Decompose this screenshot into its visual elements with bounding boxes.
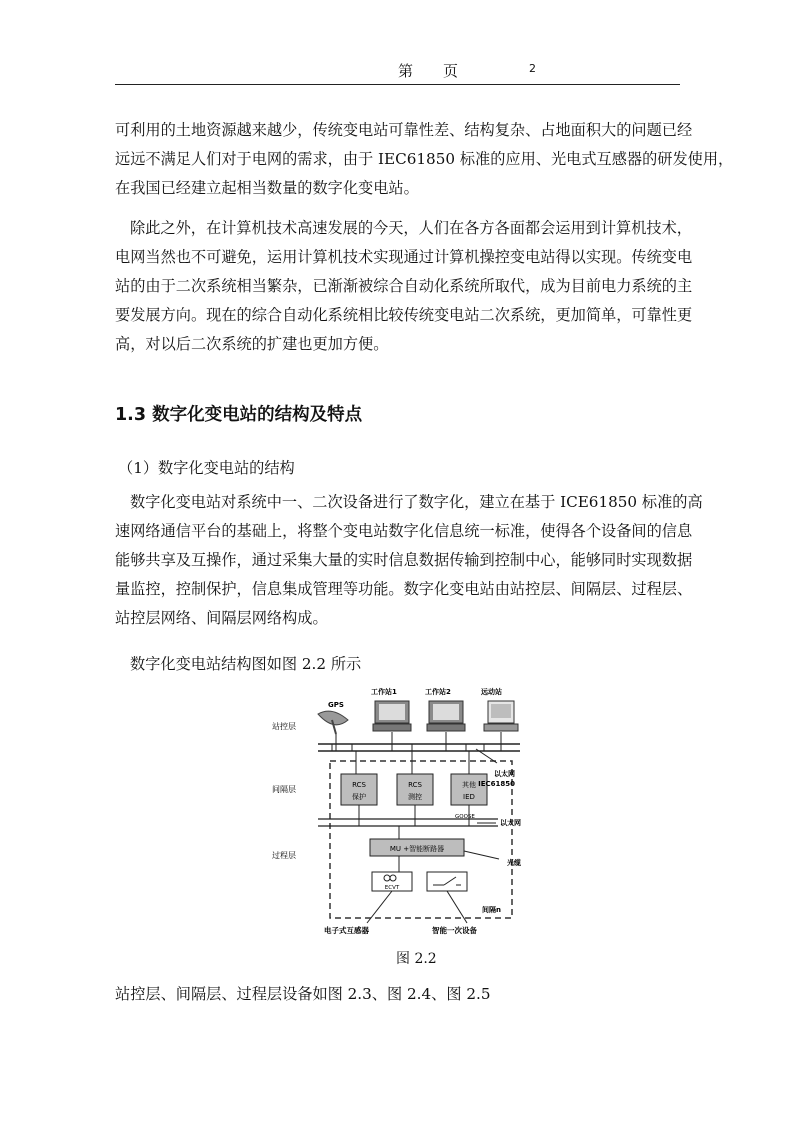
fiber-label: 光缆	[507, 859, 521, 867]
page-number: 2	[529, 62, 536, 75]
workstation-2-icon	[427, 701, 465, 731]
text-line: 远远不满足人们对于电网的需求，由于 IEC61850 标准的应用、光电式互感器的研发使用，	[115, 150, 734, 168]
workstation-2-label: 工作站2	[425, 688, 451, 696]
smart-primary-device-label: 智能一次设备	[432, 926, 477, 935]
layer-label-bay: 间隔层	[272, 785, 296, 794]
paragraph-4	[115, 650, 683, 679]
header-ye: 页	[443, 62, 459, 80]
ethernet-iec-label: IEC61850	[478, 780, 515, 788]
paragraph-3	[115, 488, 703, 633]
bay-device-line1: 其他	[462, 781, 476, 789]
text-line: 量监控，控制保护，信息集成管理等功能。数字化变电站由站控层、间隔层、过程层、	[115, 580, 693, 598]
bay-device-line1: RCS	[408, 781, 422, 789]
gps-dish-icon	[318, 711, 348, 734]
text-line: 在我国已经建立起相当数量的数字化变电站。	[115, 179, 419, 197]
header-di: 第	[398, 62, 414, 80]
text-line: 高，对以后二次系统的扩建也更加方便。	[115, 335, 389, 353]
bay-n-label: 间隔n	[482, 906, 501, 914]
rcs-protection-box	[341, 774, 377, 805]
text-line: 数字化变电站对系统中一、二次设备进行了数字化，建立在基于 ICE61850 标准的高	[130, 493, 703, 511]
ecvt-label: ECVT	[384, 885, 400, 891]
paragraph-1	[115, 116, 734, 203]
goose-label: GOOSE	[455, 814, 475, 820]
label-leader	[464, 851, 499, 859]
text-line: 能够共享及互操作，通过采集大量的实时信息数据传输到控制中心，能够同时实现数据	[115, 551, 693, 569]
text-line: 电网当然也不可避免，运用计算机技术实现通过计算机操控变电站得以实现。传统变电	[115, 248, 693, 266]
ethernet-iec-label: 以太网	[494, 770, 515, 778]
mu-smart-breaker-box	[370, 839, 464, 856]
gps-label: GPS	[328, 701, 344, 709]
text-line: 速网络通信平台的基础上，将整个变电站数字化信息统一标准，使得各个设备间的信息	[115, 522, 693, 540]
page-header	[115, 58, 680, 85]
bay-device-line2: IED	[463, 793, 475, 801]
workstation-1-label: 工作站1	[371, 688, 397, 696]
figure-caption: 图 2.2	[396, 951, 437, 967]
ecvt-box	[372, 872, 412, 891]
text-line: 站控层网络、间隔层网络构成。	[115, 609, 328, 627]
ethernet-label: 以太网	[500, 819, 521, 827]
mu-smart-breaker-label: MU +智能断路器	[389, 845, 445, 853]
text-line: 可利用的土地资源越来越少，传统变电站可靠性差、结构复杂、占地面积大的问题已经	[115, 121, 693, 139]
other-ied-box	[451, 774, 487, 805]
text-line: 要发展方向。现在的综合自动化系统相比较传统变电站二次系统，更加简单，可靠性更	[115, 306, 693, 324]
electronic-transformer-label: 电子式互感器	[324, 926, 369, 935]
smart-switch-box	[427, 872, 467, 891]
rcs-measure-control-box	[397, 774, 433, 805]
layer-label-process: 过程层	[272, 851, 296, 860]
layer-label-station: 站控层	[272, 722, 296, 731]
text-line: 数字化变电站结构图如图 2.2 所示	[130, 655, 362, 673]
remote-station-label: 远动站	[481, 688, 502, 696]
bay-device-line1: RCS	[352, 781, 366, 789]
final-paragraph: 站控层、间隔层、过程层设备如图 2.3、图 2.4、图 2.5	[115, 985, 491, 1003]
section-title: 1.3 数字化变电站的结构及特点	[115, 405, 363, 425]
subheading: （1）数字化变电站的结构	[118, 459, 295, 477]
substation-structure-diagram	[262, 676, 522, 936]
paragraph-2	[115, 214, 693, 359]
text-line: 除此之外，在计算机技术高速发展的今天，人们在各方各面都会运用到计算机技术，	[130, 219, 692, 237]
remote-station-icon	[484, 701, 518, 731]
text-line: 站的由于二次系统相当繁杂，已渐渐被综合自动化系统所取代，成为目前电力系统的主	[115, 277, 693, 295]
workstation-1-icon	[373, 701, 411, 731]
bay-device-line2: 测控	[408, 793, 422, 801]
bay-device-line2: 保护	[352, 793, 366, 801]
